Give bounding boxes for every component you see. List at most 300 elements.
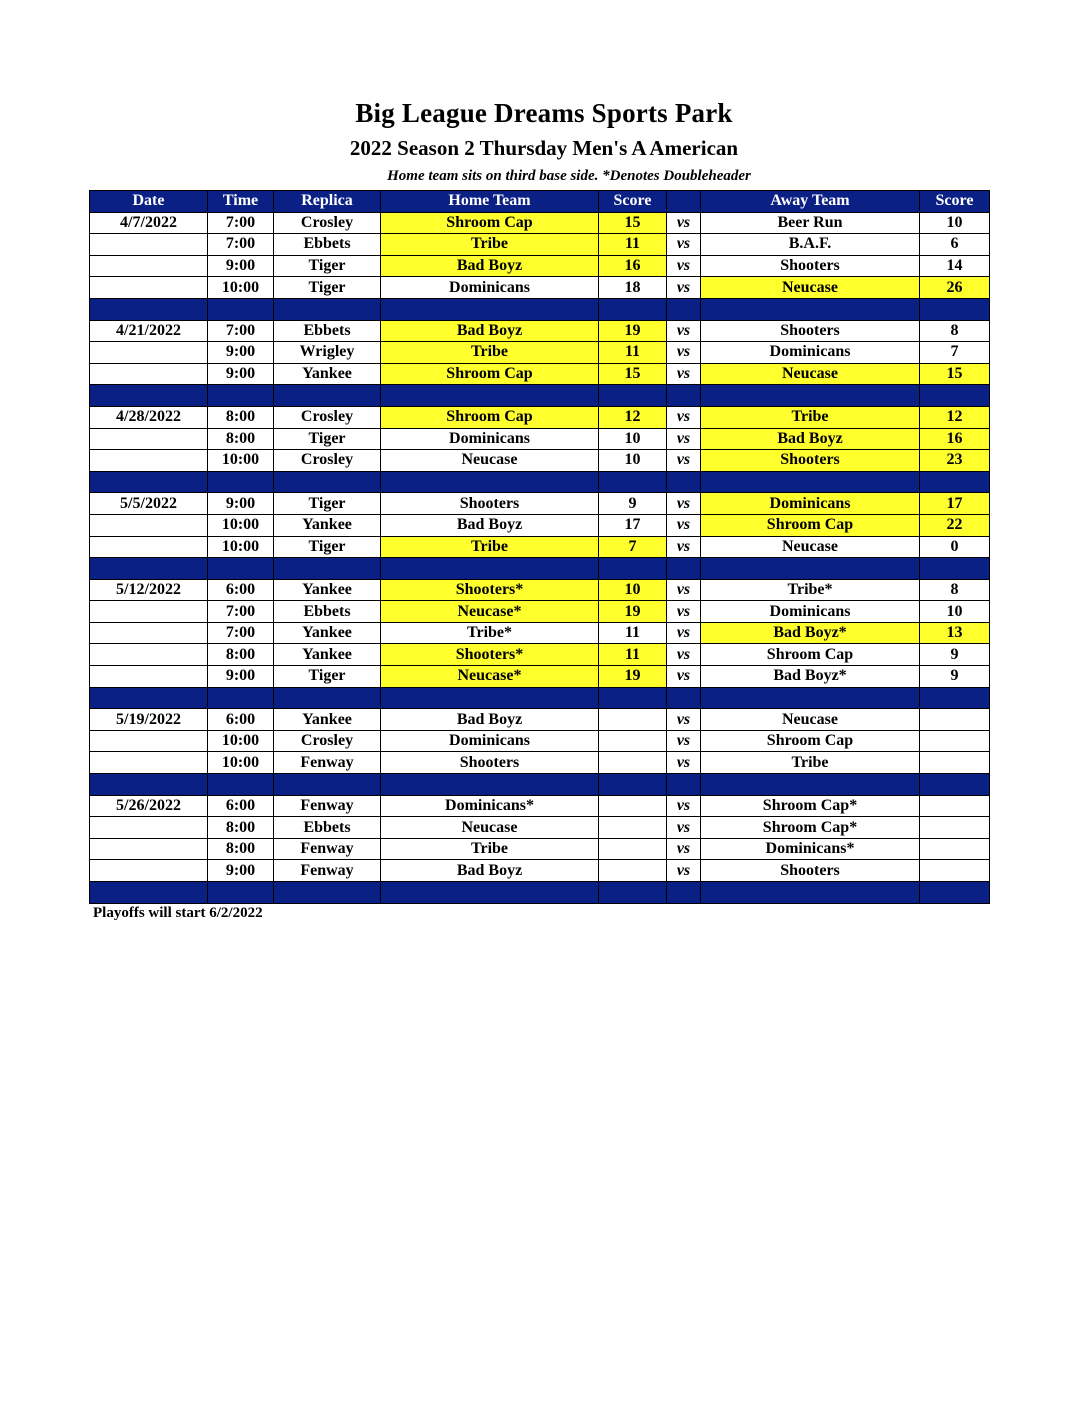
game-date — [90, 860, 208, 882]
separator-cell — [920, 558, 990, 580]
away-score: 7 — [920, 342, 990, 364]
game-time: 6:00 — [208, 795, 274, 817]
separator-cell — [208, 298, 274, 320]
game-replica: Fenway — [274, 752, 381, 774]
game-replica: Crosley — [274, 730, 381, 752]
game-row — [90, 601, 990, 623]
separator-cell — [599, 385, 667, 407]
away-team: Shooters — [701, 450, 920, 472]
away-team: Neucase — [701, 363, 920, 385]
home-team: Neucase* — [381, 601, 599, 623]
vs-label: vs — [667, 795, 701, 817]
home-team: Shroom Cap — [381, 406, 599, 428]
game-date — [90, 601, 208, 623]
vs-label: vs — [667, 730, 701, 752]
playoffs-note: Playoffs will start 6/2/2022 — [93, 905, 263, 921]
game-date — [90, 277, 208, 299]
game-row — [90, 277, 990, 299]
game-replica: Ebbets — [274, 601, 381, 623]
game-row — [90, 752, 990, 774]
away-score: 22 — [920, 514, 990, 536]
game-date: 4/28/2022 — [90, 406, 208, 428]
separator-cell — [208, 558, 274, 580]
separator-cell — [381, 298, 599, 320]
vs-label: vs — [667, 622, 701, 644]
home-score: 19 — [599, 601, 667, 623]
away-team: B.A.F. — [701, 234, 920, 256]
game-replica: Yankee — [274, 709, 381, 731]
vs-label: vs — [667, 752, 701, 774]
home-score — [599, 860, 667, 882]
game-replica: Yankee — [274, 622, 381, 644]
away-score: 10 — [920, 601, 990, 623]
home-team: Dominicans — [381, 730, 599, 752]
home-team: Shroom Cap — [381, 212, 599, 234]
home-score: 12 — [599, 406, 667, 428]
game-row — [90, 255, 990, 277]
home-score: 10 — [599, 579, 667, 601]
away-team: Neucase — [701, 536, 920, 558]
page-subtitle: 2022 Season 2 Thursday Men's A American — [349, 136, 739, 160]
home-team: Shooters* — [381, 579, 599, 601]
separator-cell — [208, 774, 274, 796]
game-time: 7:00 — [208, 212, 274, 234]
game-time: 9:00 — [208, 493, 274, 515]
separator-cell — [701, 471, 920, 493]
home-score — [599, 838, 667, 860]
vs-label: vs — [667, 342, 701, 364]
game-row — [90, 234, 990, 256]
home-score: 11 — [599, 622, 667, 644]
game-replica: Fenway — [274, 860, 381, 882]
vs-label: vs — [667, 212, 701, 234]
away-team: Tribe* — [701, 579, 920, 601]
home-team: Shooters — [381, 752, 599, 774]
vs-label: vs — [667, 514, 701, 536]
separator-cell — [381, 385, 599, 407]
game-date — [90, 752, 208, 774]
home-team: Dominicans* — [381, 795, 599, 817]
separator-cell — [599, 471, 667, 493]
game-time: 10:00 — [208, 450, 274, 472]
home-score: 11 — [599, 234, 667, 256]
away-score: 0 — [920, 536, 990, 558]
game-date — [90, 644, 208, 666]
game-time: 10:00 — [208, 536, 274, 558]
game-date — [90, 234, 208, 256]
away-score: 12 — [920, 406, 990, 428]
separator-cell — [701, 687, 920, 709]
separator-cell — [599, 558, 667, 580]
separator-cell — [381, 687, 599, 709]
game-date — [90, 666, 208, 688]
home-team: Neucase* — [381, 666, 599, 688]
separator-cell — [381, 774, 599, 796]
separator-cell — [90, 687, 208, 709]
game-replica: Tiger — [274, 666, 381, 688]
home-team: Bad Boyz — [381, 709, 599, 731]
vs-label: vs — [667, 320, 701, 342]
game-row — [90, 730, 990, 752]
separator-cell — [701, 298, 920, 320]
game-replica: Tiger — [274, 536, 381, 558]
home-team: Neucase — [381, 817, 599, 839]
home-team: Bad Boyz — [381, 860, 599, 882]
col-header-time: Time — [208, 191, 274, 213]
game-row — [90, 342, 990, 364]
home-team: Tribe — [381, 234, 599, 256]
home-score — [599, 817, 667, 839]
week-separator — [90, 687, 990, 709]
separator-cell — [90, 882, 208, 904]
vs-label: vs — [667, 817, 701, 839]
separator-cell — [381, 471, 599, 493]
game-date: 5/12/2022 — [90, 579, 208, 601]
separator-cell — [208, 385, 274, 407]
game-time: 9:00 — [208, 666, 274, 688]
away-score — [920, 709, 990, 731]
game-date — [90, 838, 208, 860]
separator-cell — [381, 882, 599, 904]
away-team: Bad Boyz* — [701, 666, 920, 688]
separator-cell — [274, 774, 381, 796]
away-team: Neucase — [701, 709, 920, 731]
separator-cell — [667, 471, 701, 493]
away-team: Shroom Cap* — [701, 817, 920, 839]
game-replica: Tiger — [274, 277, 381, 299]
game-replica: Ebbets — [274, 234, 381, 256]
separator-cell — [599, 298, 667, 320]
separator-cell — [667, 687, 701, 709]
game-time: 10:00 — [208, 730, 274, 752]
away-team: Beer Run — [701, 212, 920, 234]
separator-cell — [274, 687, 381, 709]
home-team: Dominicans — [381, 277, 599, 299]
game-replica: Crosley — [274, 450, 381, 472]
home-score — [599, 795, 667, 817]
separator-cell — [920, 298, 990, 320]
game-time: 10:00 — [208, 752, 274, 774]
away-score: 26 — [920, 277, 990, 299]
vs-label: vs — [667, 536, 701, 558]
vs-label: vs — [667, 601, 701, 623]
game-row — [90, 406, 990, 428]
home-score: 16 — [599, 255, 667, 277]
vs-label: vs — [667, 709, 701, 731]
game-row — [90, 320, 990, 342]
home-score: 19 — [599, 320, 667, 342]
separator-cell — [701, 882, 920, 904]
separator-cell — [667, 385, 701, 407]
away-score — [920, 817, 990, 839]
game-time: 8:00 — [208, 644, 274, 666]
away-team: Shooters — [701, 255, 920, 277]
game-date: 4/21/2022 — [90, 320, 208, 342]
separator-cell — [667, 882, 701, 904]
home-score — [599, 730, 667, 752]
home-score — [599, 752, 667, 774]
separator-cell — [701, 774, 920, 796]
separator-cell — [274, 471, 381, 493]
game-replica: Ebbets — [274, 817, 381, 839]
away-team: Shroom Cap — [701, 730, 920, 752]
game-row — [90, 514, 990, 536]
game-date — [90, 817, 208, 839]
page-title: Big League Dreams Sports Park — [355, 98, 733, 128]
game-time: 7:00 — [208, 601, 274, 623]
vs-label: vs — [667, 255, 701, 277]
separator-cell — [667, 298, 701, 320]
separator-cell — [920, 385, 990, 407]
separator-cell — [920, 882, 990, 904]
game-date — [90, 428, 208, 450]
separator-cell — [208, 687, 274, 709]
separator-cell — [90, 558, 208, 580]
vs-label: vs — [667, 838, 701, 860]
home-score: 19 — [599, 666, 667, 688]
game-row — [90, 817, 990, 839]
game-replica: Tiger — [274, 428, 381, 450]
game-row — [90, 493, 990, 515]
game-replica: Ebbets — [274, 320, 381, 342]
game-time: 8:00 — [208, 428, 274, 450]
away-score — [920, 860, 990, 882]
vs-label: vs — [667, 579, 701, 601]
away-score — [920, 730, 990, 752]
away-team: Neucase — [701, 277, 920, 299]
game-time: 7:00 — [208, 234, 274, 256]
home-team: Dominicans — [381, 428, 599, 450]
away-team: Shroom Cap — [701, 644, 920, 666]
game-row — [90, 428, 990, 450]
game-row — [90, 212, 990, 234]
away-team: Dominicans* — [701, 838, 920, 860]
away-score: 17 — [920, 493, 990, 515]
separator-cell — [208, 882, 274, 904]
game-replica: Wrigley — [274, 342, 381, 364]
game-replica: Tiger — [274, 493, 381, 515]
home-score: 18 — [599, 277, 667, 299]
home-team: Shroom Cap — [381, 363, 599, 385]
separator-cell — [274, 385, 381, 407]
game-date — [90, 730, 208, 752]
away-score — [920, 838, 990, 860]
game-time: 6:00 — [208, 579, 274, 601]
game-time: 10:00 — [208, 277, 274, 299]
home-team: Shooters — [381, 493, 599, 515]
game-time: 6:00 — [208, 709, 274, 731]
game-date — [90, 363, 208, 385]
game-row — [90, 838, 990, 860]
away-score: 14 — [920, 255, 990, 277]
game-date: 5/5/2022 — [90, 493, 208, 515]
week-separator — [90, 471, 990, 493]
vs-label: vs — [667, 234, 701, 256]
game-date — [90, 536, 208, 558]
away-score: 16 — [920, 428, 990, 450]
separator-cell — [90, 385, 208, 407]
home-team: Tribe — [381, 838, 599, 860]
home-score: 11 — [599, 644, 667, 666]
away-team: Bad Boyz — [701, 428, 920, 450]
home-score — [599, 709, 667, 731]
home-score: 11 — [599, 342, 667, 364]
game-row — [90, 644, 990, 666]
game-date: 5/19/2022 — [90, 709, 208, 731]
game-time: 9:00 — [208, 342, 274, 364]
game-date: 4/7/2022 — [90, 212, 208, 234]
game-date — [90, 514, 208, 536]
away-score: 6 — [920, 234, 990, 256]
away-score: 8 — [920, 579, 990, 601]
game-date: 5/26/2022 — [90, 795, 208, 817]
separator-cell — [701, 558, 920, 580]
away-team: Shooters — [701, 320, 920, 342]
home-team: Bad Boyz — [381, 255, 599, 277]
away-team: Shroom Cap* — [701, 795, 920, 817]
away-team: Dominicans — [701, 601, 920, 623]
vs-label: vs — [667, 493, 701, 515]
away-team: Tribe — [701, 752, 920, 774]
away-score: 9 — [920, 666, 990, 688]
game-date — [90, 450, 208, 472]
game-row — [90, 579, 990, 601]
home-team: Shooters* — [381, 644, 599, 666]
game-time: 8:00 — [208, 406, 274, 428]
game-time: 9:00 — [208, 255, 274, 277]
game-replica: Crosley — [274, 406, 381, 428]
home-score: 10 — [599, 450, 667, 472]
game-replica: Yankee — [274, 363, 381, 385]
week-separator — [90, 298, 990, 320]
separator-cell — [274, 298, 381, 320]
game-date — [90, 622, 208, 644]
separator-cell — [920, 471, 990, 493]
game-row — [90, 363, 990, 385]
game-row — [90, 622, 990, 644]
game-date — [90, 342, 208, 364]
week-separator — [90, 558, 990, 580]
vs-label: vs — [667, 406, 701, 428]
vs-label: vs — [667, 428, 701, 450]
home-team: Bad Boyz — [381, 514, 599, 536]
schedule-table — [89, 190, 990, 904]
home-team: Tribe* — [381, 622, 599, 644]
away-score: 10 — [920, 212, 990, 234]
home-team: Neucase — [381, 450, 599, 472]
game-time: 8:00 — [208, 838, 274, 860]
away-score: 13 — [920, 622, 990, 644]
away-team: Bad Boyz* — [701, 622, 920, 644]
away-score: 8 — [920, 320, 990, 342]
vs-label: vs — [667, 666, 701, 688]
game-date — [90, 255, 208, 277]
vs-label: vs — [667, 363, 701, 385]
home-score: 17 — [599, 514, 667, 536]
away-score — [920, 752, 990, 774]
home-score: 15 — [599, 363, 667, 385]
header-row — [90, 191, 990, 213]
game-replica: Tiger — [274, 255, 381, 277]
away-team: Shooters — [701, 860, 920, 882]
game-row — [90, 860, 990, 882]
game-row — [90, 450, 990, 472]
separator-cell — [920, 774, 990, 796]
game-row — [90, 709, 990, 731]
separator-cell — [90, 298, 208, 320]
separator-cell — [599, 687, 667, 709]
col-header-replica: Replica — [274, 191, 381, 213]
game-replica: Yankee — [274, 514, 381, 536]
home-score: 15 — [599, 212, 667, 234]
away-score: 15 — [920, 363, 990, 385]
week-separator — [90, 385, 990, 407]
game-time: 9:00 — [208, 860, 274, 882]
game-replica: Fenway — [274, 795, 381, 817]
col-header-vs — [667, 191, 701, 213]
away-score: 23 — [920, 450, 990, 472]
game-time: 9:00 — [208, 363, 274, 385]
separator-cell — [90, 774, 208, 796]
game-row — [90, 536, 990, 558]
game-time: 10:00 — [208, 514, 274, 536]
away-score: 9 — [920, 644, 990, 666]
separator-cell — [667, 774, 701, 796]
vs-label: vs — [667, 860, 701, 882]
home-team: Tribe — [381, 342, 599, 364]
home-team: Bad Boyz — [381, 320, 599, 342]
home-score: 10 — [599, 428, 667, 450]
vs-label: vs — [667, 277, 701, 299]
separator-cell — [667, 558, 701, 580]
col-header-away-team: Away Team — [701, 191, 920, 213]
separator-cell — [90, 471, 208, 493]
vs-label: vs — [667, 644, 701, 666]
schedule-body — [90, 212, 990, 903]
home-score: 7 — [599, 536, 667, 558]
separator-cell — [381, 558, 599, 580]
game-time: 8:00 — [208, 817, 274, 839]
game-replica: Crosley — [274, 212, 381, 234]
separator-cell — [599, 882, 667, 904]
col-header-away-score: Score — [920, 191, 990, 213]
separator-cell — [920, 687, 990, 709]
away-team: Dominicans — [701, 493, 920, 515]
separator-cell — [274, 558, 381, 580]
game-replica: Fenway — [274, 838, 381, 860]
home-team: Tribe — [381, 536, 599, 558]
col-header-date: Date — [90, 191, 208, 213]
game-time: 7:00 — [208, 320, 274, 342]
away-team: Tribe — [701, 406, 920, 428]
week-separator — [90, 882, 990, 904]
vs-label: vs — [667, 450, 701, 472]
week-separator — [90, 774, 990, 796]
game-time: 7:00 — [208, 622, 274, 644]
separator-cell — [274, 882, 381, 904]
game-replica: Yankee — [274, 579, 381, 601]
separator-cell — [208, 471, 274, 493]
game-replica: Yankee — [274, 644, 381, 666]
game-row — [90, 666, 990, 688]
separator-cell — [599, 774, 667, 796]
schedule-note: Home team sits on third base side. *Denotes Doubleheader — [387, 168, 751, 184]
away-score — [920, 795, 990, 817]
away-team: Shroom Cap — [701, 514, 920, 536]
game-row — [90, 795, 990, 817]
separator-cell — [701, 385, 920, 407]
home-score: 9 — [599, 493, 667, 515]
